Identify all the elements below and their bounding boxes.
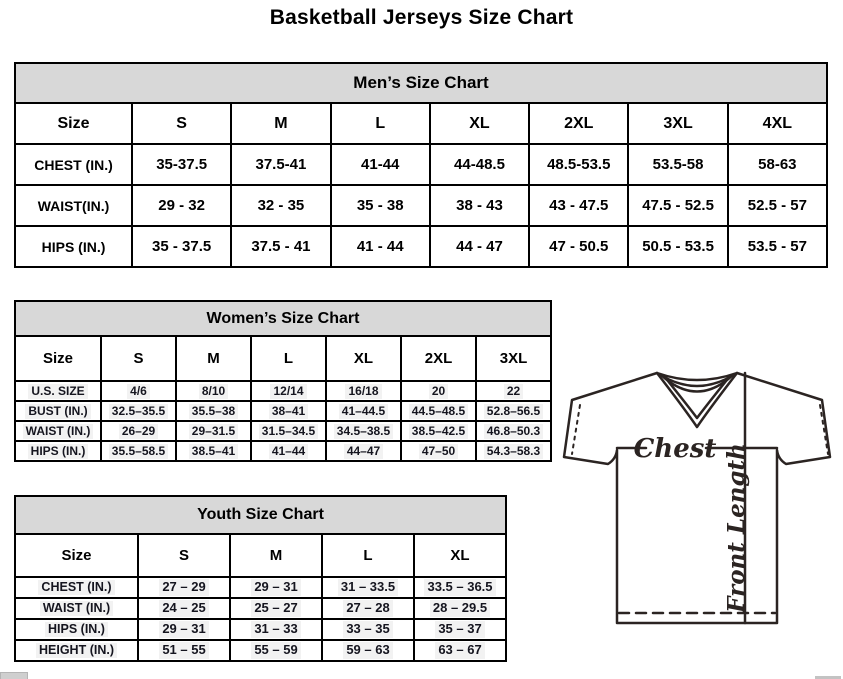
cell: 55 – 59 <box>230 640 322 661</box>
cell: 8/10 <box>176 381 251 401</box>
cell: 29 – 31 <box>138 619 230 640</box>
cell: 27 – 28 <box>322 598 414 619</box>
cell: 53.5-58 <box>628 144 727 185</box>
cell: 31.5–34.5 <box>251 421 326 441</box>
mens-size-chart-table <box>14 62 828 268</box>
cell: 43 - 47.5 <box>529 185 628 226</box>
row-label: HIPS (IN.) <box>15 441 101 461</box>
column-header: L <box>322 534 414 577</box>
cell: 44–47 <box>326 441 401 461</box>
column-header: S <box>132 103 231 144</box>
column-header: XL <box>414 534 506 577</box>
table-row <box>15 401 551 421</box>
youth-size-chart-table <box>14 495 507 662</box>
row-label: WAIST(IN.) <box>15 185 132 226</box>
column-header: S <box>101 336 176 381</box>
cell: 47–50 <box>401 441 476 461</box>
row-label: HIPS (IN.) <box>15 619 138 640</box>
column-header: L <box>251 336 326 381</box>
cell: 25 – 27 <box>230 598 322 619</box>
cell: 33.5 – 36.5 <box>414 577 506 598</box>
cell: 35 - 38 <box>331 185 430 226</box>
cell: 20 <box>401 381 476 401</box>
cell: 29–31.5 <box>176 421 251 441</box>
cell: 37.5-41 <box>231 144 330 185</box>
cell: 59 – 63 <box>322 640 414 661</box>
table-row <box>15 421 551 441</box>
column-header: Size <box>15 103 132 144</box>
column-header: L <box>331 103 430 144</box>
cell: 37.5 - 41 <box>231 226 330 267</box>
table-row <box>15 619 506 640</box>
cell: 44 - 47 <box>430 226 529 267</box>
jersey-outline <box>564 373 830 623</box>
page-title: Basketball Jerseys Size Chart <box>269 6 574 29</box>
youth-chart-title: Youth Size Chart <box>15 496 506 534</box>
row-label: BUST (IN.) <box>15 401 101 421</box>
column-header: M <box>231 103 330 144</box>
column-header: XL <box>326 336 401 381</box>
table-row <box>15 441 551 461</box>
column-header: 2XL <box>401 336 476 381</box>
column-header: Size <box>15 336 101 381</box>
cell: 46.8–50.3 <box>476 421 551 441</box>
row-label: CHEST (IN.) <box>15 144 132 185</box>
column-header: XL <box>430 103 529 144</box>
bottom-left-fragment <box>0 672 28 679</box>
cell: 35.5–38 <box>176 401 251 421</box>
cell: 29 - 32 <box>132 185 231 226</box>
chest-label: Chest <box>633 434 717 464</box>
table-row <box>15 598 506 619</box>
column-header: S <box>138 534 230 577</box>
row-label: U.S. SIZE <box>15 381 101 401</box>
row-label: WAIST (IN.) <box>15 421 101 441</box>
column-header: M <box>230 534 322 577</box>
jersey-measurement-diagram <box>558 360 842 628</box>
womens-chart-title: Women’s Size Chart <box>15 301 551 336</box>
table-row <box>15 185 827 226</box>
cell: 38.5–42.5 <box>401 421 476 441</box>
row-label: CHEST (IN.) <box>15 577 138 598</box>
column-header: 2XL <box>529 103 628 144</box>
cell: 47 - 50.5 <box>529 226 628 267</box>
table-row <box>15 640 506 661</box>
cell: 22 <box>476 381 551 401</box>
cell: 31 – 33 <box>230 619 322 640</box>
cell: 24 – 25 <box>138 598 230 619</box>
womens-size-chart-table <box>14 300 552 462</box>
cell: 35-37.5 <box>132 144 231 185</box>
cell: 33 – 35 <box>322 619 414 640</box>
column-header: Size <box>15 534 138 577</box>
cell: 35.5–58.5 <box>101 441 176 461</box>
cell: 28 – 29.5 <box>414 598 506 619</box>
cell: 32 - 35 <box>231 185 330 226</box>
front-length-label: Front Length <box>723 443 750 613</box>
cell: 34.5–38.5 <box>326 421 401 441</box>
cell: 38.5–41 <box>176 441 251 461</box>
cell: 4/6 <box>101 381 176 401</box>
cell: 26–29 <box>101 421 176 441</box>
row-label: WAIST (IN.) <box>15 598 138 619</box>
mens-chart-title: Men’s Size Chart <box>15 63 827 103</box>
table-row <box>15 226 827 267</box>
cell: 58-63 <box>728 144 827 185</box>
cell: 41 - 44 <box>331 226 430 267</box>
cell: 54.3–58.3 <box>476 441 551 461</box>
cell: 44.5–48.5 <box>401 401 476 421</box>
cell: 63 – 67 <box>414 640 506 661</box>
cell: 31 – 33.5 <box>322 577 414 598</box>
cell: 48.5-53.5 <box>529 144 628 185</box>
row-label: HIPS (IN.) <box>15 226 132 267</box>
cell: 51 – 55 <box>138 640 230 661</box>
cell: 38–41 <box>251 401 326 421</box>
column-header: 4XL <box>728 103 827 144</box>
cell: 35 - 37.5 <box>132 226 231 267</box>
cell: 44-48.5 <box>430 144 529 185</box>
cell: 27 – 29 <box>138 577 230 598</box>
row-label: HEIGHT (IN.) <box>15 640 138 661</box>
cell: 52.8–56.5 <box>476 401 551 421</box>
column-header: M <box>176 336 251 381</box>
cell: 16/18 <box>326 381 401 401</box>
cell: 50.5 - 53.5 <box>628 226 727 267</box>
cell: 41-44 <box>331 144 430 185</box>
table-row <box>15 381 551 401</box>
table-row <box>15 144 827 185</box>
cell: 38 - 43 <box>430 185 529 226</box>
cell: 29 – 31 <box>230 577 322 598</box>
cell: 12/14 <box>251 381 326 401</box>
cell: 41–44 <box>251 441 326 461</box>
table-row <box>15 577 506 598</box>
column-header: 3XL <box>476 336 551 381</box>
cell: 41–44.5 <box>326 401 401 421</box>
cell: 52.5 - 57 <box>728 185 827 226</box>
cell: 47.5 - 52.5 <box>628 185 727 226</box>
cell: 53.5 - 57 <box>728 226 827 267</box>
column-header: 3XL <box>628 103 727 144</box>
cell: 32.5–35.5 <box>101 401 176 421</box>
cell: 35 – 37 <box>414 619 506 640</box>
